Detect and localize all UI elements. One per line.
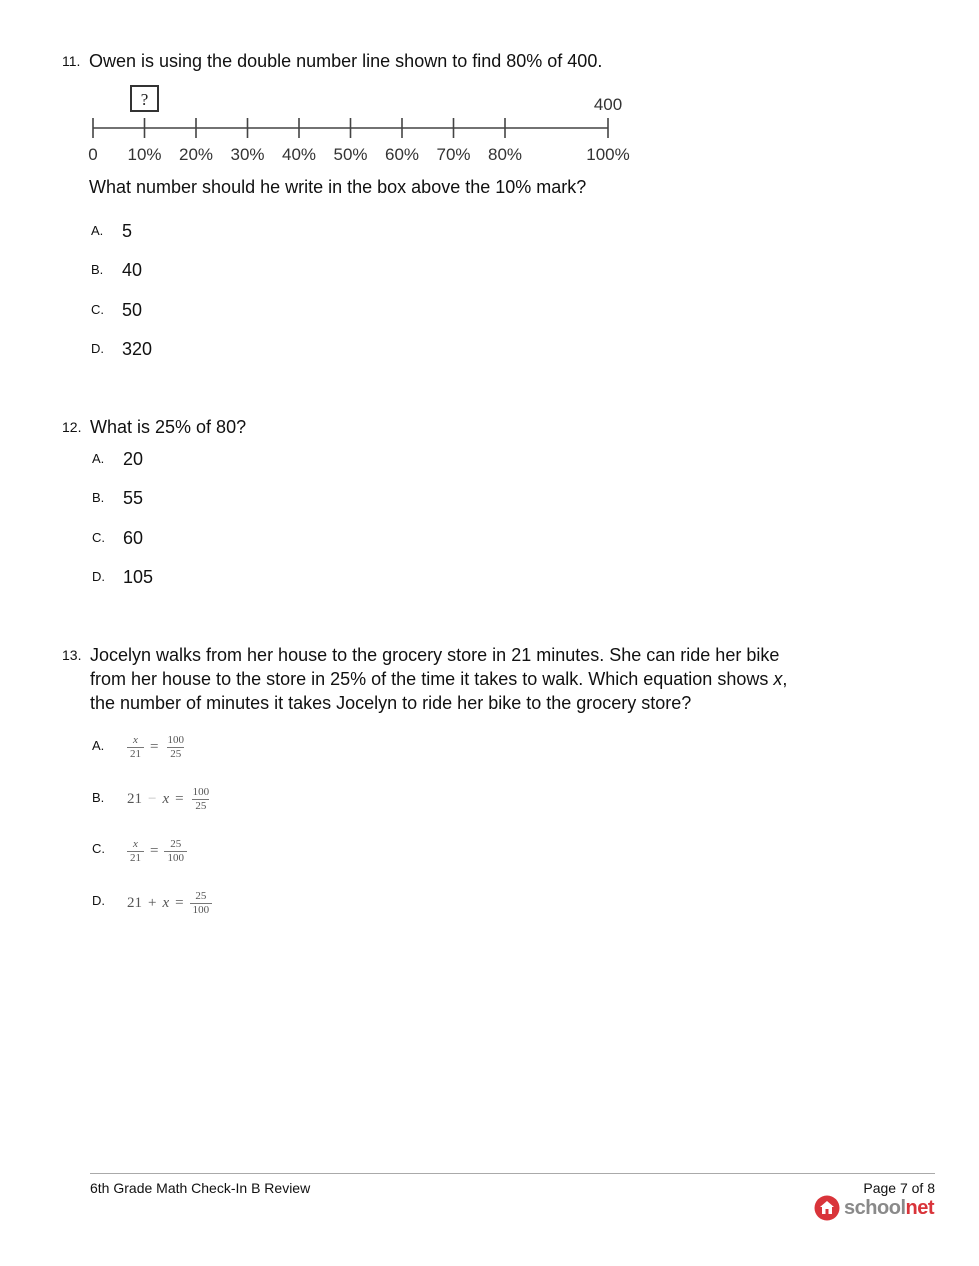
q11-option-c-letter: C. (91, 302, 104, 317)
q13-option-b-letter: B. (92, 790, 105, 805)
label-60: 60% (384, 145, 420, 164)
stem-variable-x: x (773, 669, 783, 689)
lhs-number: 21 (127, 895, 142, 911)
fraction-lhs: $\frac{x}{21}$ (127, 734, 144, 761)
variable-x: x (162, 791, 170, 807)
logo-text-school: school (844, 1196, 906, 1219)
q13-option-a[interactable] (127, 734, 187, 761)
q12-option-d-letter: D. (92, 569, 105, 584)
label-70: 70% (436, 145, 471, 164)
q12-option-b[interactable]: 55 (123, 488, 144, 508)
q11-option-b[interactable]: 40 (122, 260, 143, 280)
house-logo-icon (814, 1195, 840, 1221)
label-10: 10% (127, 145, 162, 164)
q11-option-c[interactable]: 50 (122, 300, 143, 320)
fraction-rhs: $\frac{100}{25}$ (192, 786, 210, 812)
q12-option-a-letter: A. (92, 451, 105, 466)
label-20: 20% (178, 145, 214, 164)
double-number-line (85, 80, 645, 170)
question-13-number: 13. (62, 647, 82, 663)
q13-option-b[interactable] (127, 786, 212, 813)
q11-option-b-letter: B. (91, 262, 104, 277)
footer-divider (90, 1173, 935, 1174)
plus-sign: + (148, 895, 157, 911)
equals-sign: = (150, 843, 159, 859)
label-80: 80% (487, 145, 523, 164)
q13-option-a-letter: A. (92, 738, 105, 753)
q12-option-c-letter: C. (92, 530, 105, 545)
fraction-rhs: $\frac{100}{25}$ (167, 734, 184, 760)
equals-sign: = (175, 791, 184, 807)
q13-option-d[interactable] (127, 890, 212, 917)
q12-option-b-letter: B. (92, 490, 105, 505)
q12-option-d[interactable]: 105 (123, 567, 154, 587)
equals-sign: = (175, 895, 184, 911)
label-30: 30% (230, 145, 265, 164)
label-100: 100% (586, 145, 630, 164)
question-13-stem (90, 643, 850, 715)
schoolnet-logo (814, 1195, 934, 1221)
q13-option-d-letter: D. (92, 893, 105, 908)
question-13-stem-line-1: Jocelyn walks from her house to the grocery store in 21 minutes. She can ride her bike (90, 645, 780, 665)
question-11-number: 11. (62, 53, 81, 69)
fraction-rhs: $\frac{25}{100}$ (164, 838, 187, 865)
q13-option-c-letter: C. (92, 841, 105, 856)
q11-option-a[interactable]: 5 (122, 221, 133, 241)
q13-option-c[interactable] (127, 838, 187, 865)
label-0: 0 (88, 145, 98, 164)
top-end-label: 400 (593, 95, 623, 114)
variable-x: x (162, 895, 170, 911)
q11-option-a-letter: A. (91, 223, 104, 238)
equals-sign: = (150, 739, 159, 755)
fraction-lhs: $\frac{x}{21}$ (127, 838, 144, 865)
q11-option-d[interactable]: 320 (122, 339, 153, 359)
q11-option-d-letter: D. (91, 341, 104, 356)
question-13-stem-line-2: from her house to the store in 25% of the time it takes to walk. Which equation shows x, (90, 669, 788, 689)
label-50: 50% (333, 145, 368, 164)
logo-text-net: net (905, 1196, 934, 1219)
footer-title: 6th Grade Math Check-In B Review (90, 1180, 311, 1196)
question-11-stem: Owen is using the double number line shown to find 80% of 400. (89, 51, 603, 71)
minus-sign: − (148, 791, 157, 807)
lhs-number: 21 (127, 791, 142, 807)
box-question-mark: ? (140, 90, 149, 109)
question-12-number: 12. (62, 419, 82, 435)
question-11-prompt: What number should he write in the box above the 10% mark? (89, 177, 587, 197)
q12-option-c[interactable]: 60 (123, 528, 144, 548)
question-13-stem-line-3: the number of minutes it takes Jocelyn to ride her bike to the grocery store? (90, 693, 692, 713)
fraction-rhs: $\frac{25}{100}$ (190, 890, 213, 917)
label-40: 40% (281, 145, 317, 164)
footer-page-number: Page 7 of 8 (863, 1180, 935, 1196)
question-12-stem: What is 25% of 80? (90, 417, 247, 437)
q12-option-a[interactable]: 20 (123, 449, 144, 469)
